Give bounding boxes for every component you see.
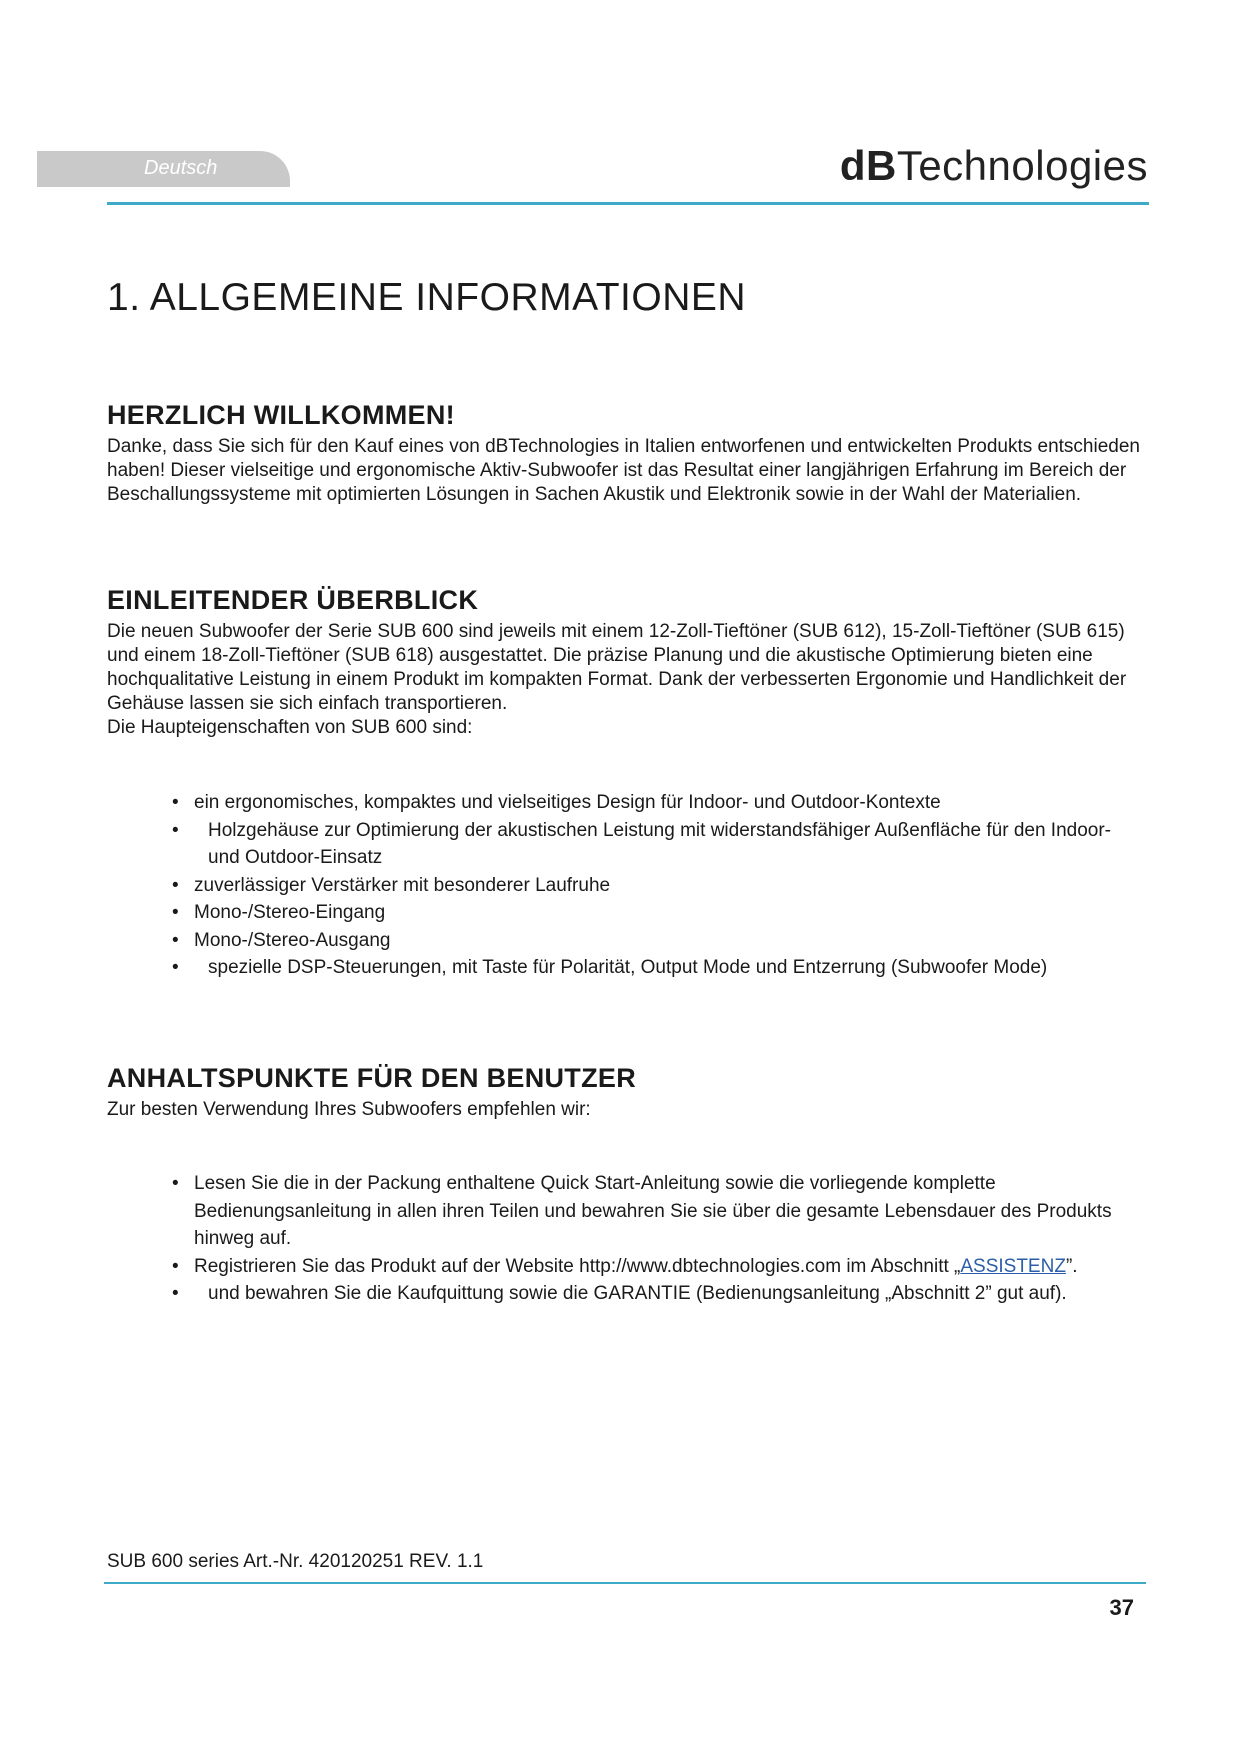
list-item: • Lesen Sie die in der Packung enthaltene Quick Start-Anleitung sowie die vorliegende komplette Bedienungsanleitung in allen ihren Teilen und bewahren Sie sie über die gesamte Lebensdauer des Produkts hinweg auf. (172, 1173, 1112, 1249)
list-item: • Mono-/Stereo-Ausgang (172, 929, 391, 951)
user-notes-heading: ANHALTSPUNKTE FÜR DEN BENUTZER (107, 1063, 636, 1093)
language-tab (37, 151, 290, 187)
list-item: • Holzgehäuse zur Optimierung der akustischen Leistung mit widerstandsfähiger Außenfläche für den Indoor- und Outdoor-Einsatz (172, 819, 1112, 868)
welcome-heading: HERZLICH WILLKOMMEN! (107, 400, 455, 430)
chapter-title: 1. ALLGEMEINE INFORMATIONEN (107, 276, 747, 319)
user-notes-section (107, 1063, 1147, 1122)
logo-bold: dB (839, 142, 897, 189)
list-item: • und bewahren Sie die Kaufquittung sowie die GARANTIE (Bedienungsanleitung „Abschnitt 2” gut auf). (172, 1283, 1067, 1304)
footer-rule (104, 1582, 1146, 1584)
features-list (170, 789, 1130, 982)
document-reference: SUB 600 series Art.-Nr. 420120251 REV. 1.1 (107, 1551, 484, 1572)
brand-logo (840, 142, 1148, 190)
list-item: • ein ergonomisches, kompaktes und vielseitiges Design für Indoor- und Outdoor-Kontexte (172, 792, 941, 813)
list-item: • Mono-/Stereo-Eingang (172, 902, 386, 923)
list-item: • zuverlässiger Verstärker mit besonderer Laufruhe (172, 874, 611, 896)
overview-section (107, 585, 1147, 740)
list-item: • spezielle DSP-Steuerungen, mit Taste für Polarität, Output Mode und Entzerrung (Subwoofer Mode) (172, 957, 1048, 978)
header-rule (107, 202, 1149, 205)
recommendations-list (170, 1170, 1130, 1308)
logo-text: Technologies (896, 142, 1148, 189)
welcome-body: Danke, dass Sie sich für den Kauf eines von dBTechnologies in Italien entworfenen und entwickelten Produkts entschieden haben! Dieser vielseitige und ergonomische Aktiv-Subwoofer ist das Resultat einer langjährigen Erfahrung im Bereich der Beschallungssysteme mit optimierten Lösungen in Sachen Akustik und Elektronik sowie in der Wahl der Materialien. (107, 436, 1140, 505)
features-intro: Die Haupteigenschaften von SUB 600 sind: (107, 717, 473, 738)
welcome-section (107, 400, 1147, 507)
overview-body: Die neuen Subwoofer der Serie SUB 600 sind jeweils mit einem 12-Zoll-Tieftöner (SUB 612), 15-Zoll-Tieftöner (SUB 615) und einem 18-Zoll-Tieftöner (SUB 618) ausgestattet. Die präzise Planung und die akustische Optimierung bieten eine hochqualitative Leistung in einem Produkt im kompakten Format. Dank der verbesserten Ergonomie und Handlichkeit der Gehäuse lassen sie sich einfach transportieren. (107, 621, 1127, 714)
assistenz-link[interactable]: ASSISTENZ (960, 1255, 1066, 1277)
language-label: Deutsch (144, 157, 218, 179)
list-item: • Registrieren Sie das Produkt auf der Website http://www.dbtechnologies.com im Abschnitt „ASSISTENZ”. (172, 1255, 1078, 1277)
user-notes-intro: Zur besten Verwendung Ihres Subwoofers empfehlen wir: (107, 1099, 591, 1120)
page-number: 37 (1109, 1595, 1134, 1620)
overview-heading: EINLEITENDER ÜBERBLICK (107, 585, 479, 615)
